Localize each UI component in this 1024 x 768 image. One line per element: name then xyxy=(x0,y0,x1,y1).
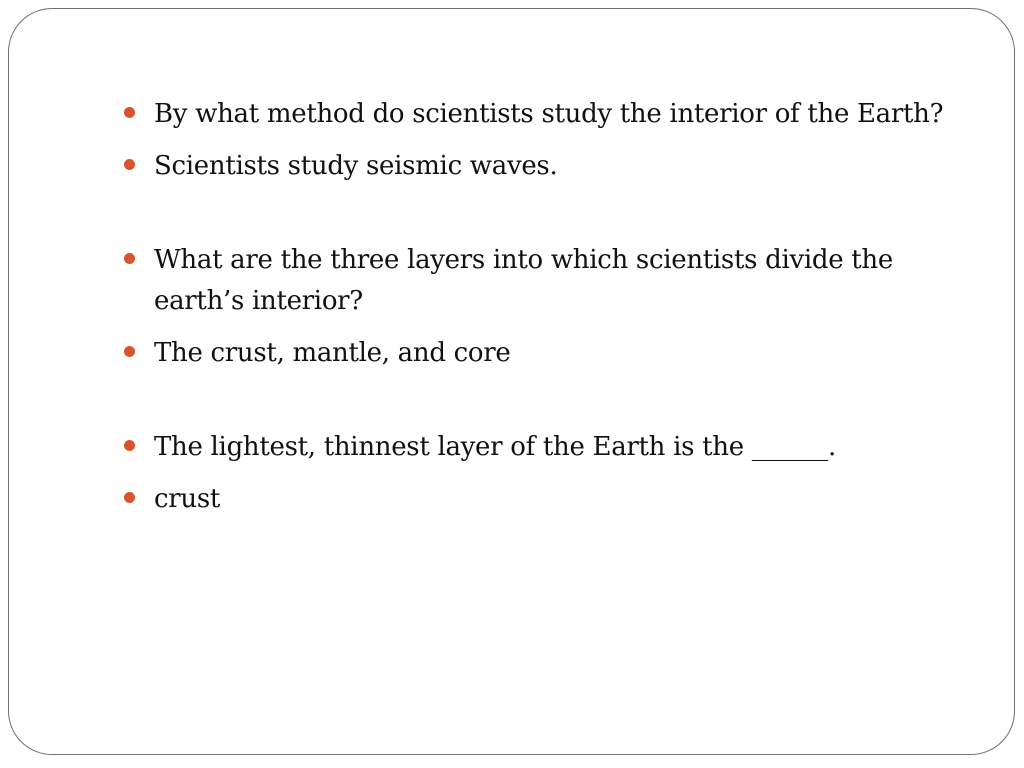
list-item xyxy=(123,479,983,520)
bullet-text: Scientists study seismic waves. xyxy=(154,151,558,181)
bullet-text: crust xyxy=(154,484,221,514)
bullet-icon xyxy=(124,159,135,170)
bullet-icon xyxy=(124,440,135,451)
list-item xyxy=(123,146,983,187)
bullet-text: By what method do scientists study the interior of the Earth? xyxy=(154,99,944,129)
bullet-icon xyxy=(124,346,135,357)
bullet-icon xyxy=(124,492,135,503)
list-item xyxy=(123,240,983,322)
list-item xyxy=(123,427,983,468)
list-item xyxy=(123,333,983,374)
list-item xyxy=(123,94,983,135)
slide-frame xyxy=(8,8,1015,755)
bullet-text: The lightest, thinnest layer of the Earth is the ______. xyxy=(154,432,836,462)
bullet-list xyxy=(123,94,983,531)
bullet-icon xyxy=(124,253,135,264)
bullet-text: What are the three layers into which scientists divide the earth’s interior? xyxy=(154,245,893,316)
bullet-icon xyxy=(124,107,135,118)
bullet-text: The crust, mantle, and core xyxy=(154,338,511,368)
